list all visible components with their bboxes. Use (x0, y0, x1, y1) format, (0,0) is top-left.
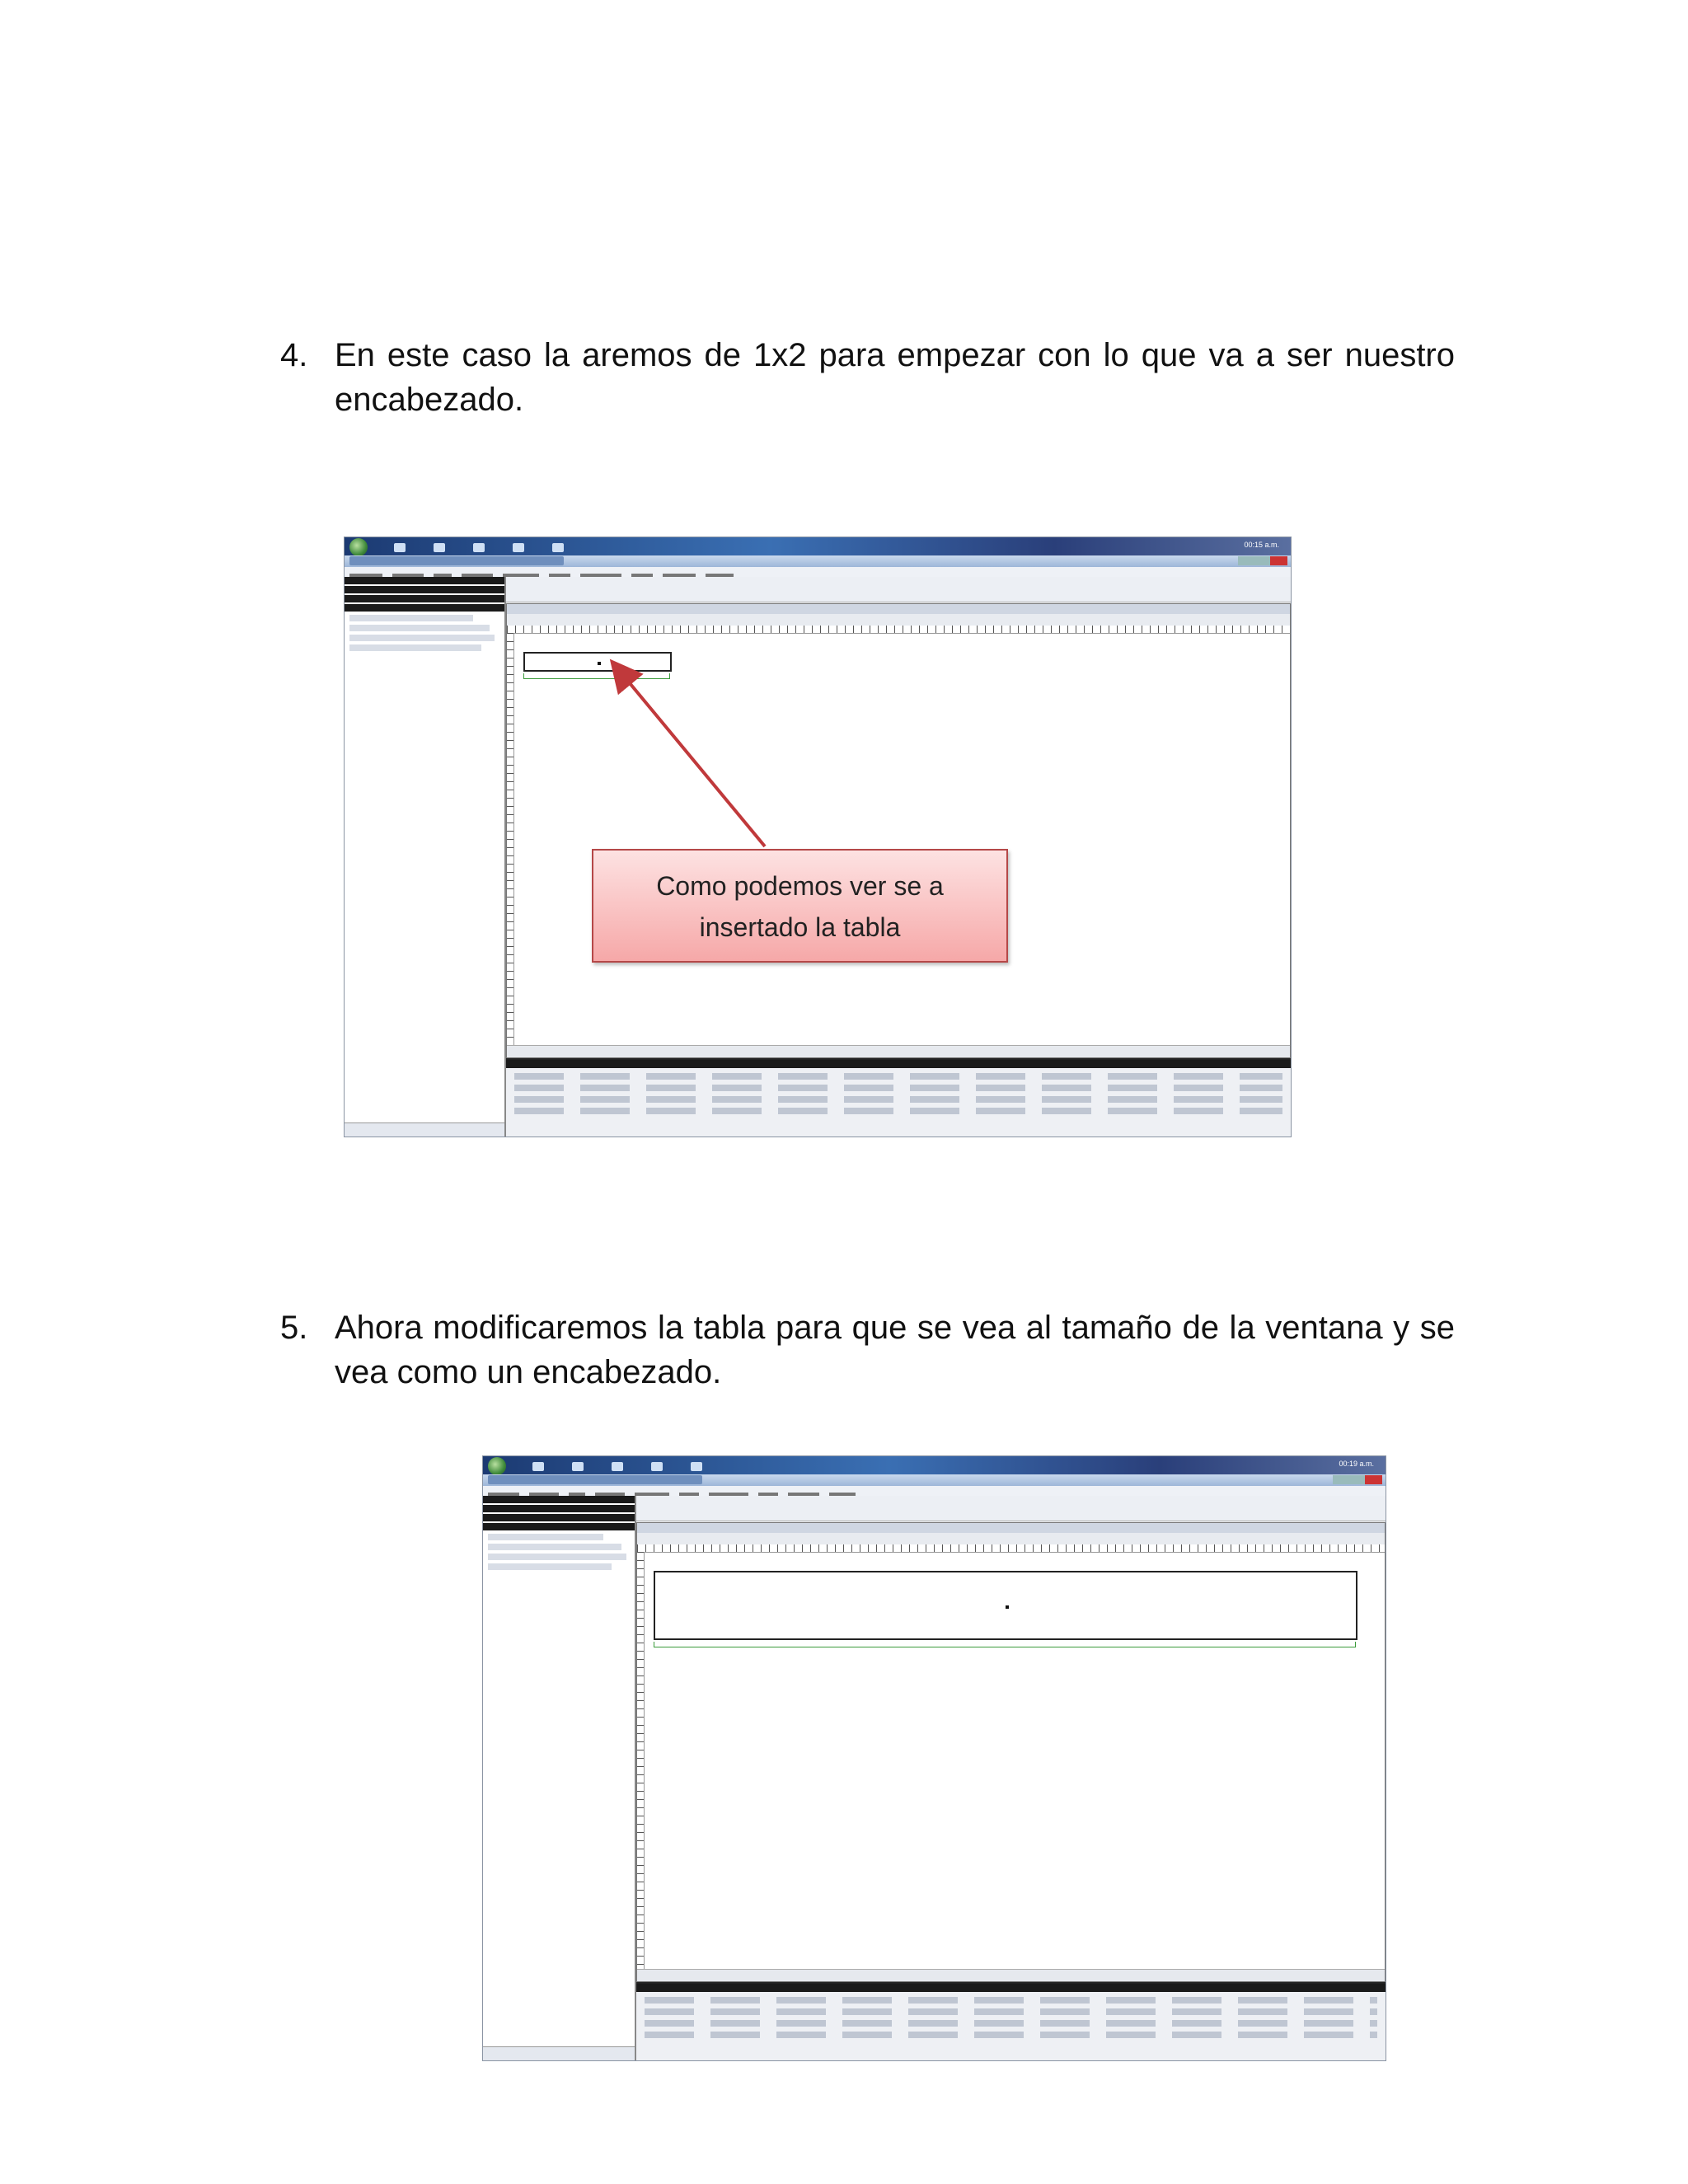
screenshot-1 (344, 537, 1292, 1137)
window-titlebar (345, 555, 1291, 567)
callout-line-2: insertado la tabla (699, 912, 901, 942)
insert-toolbar (636, 1496, 1386, 1521)
step-5-text: Ahora modificaremos la tabla para que se vea al tamaño de la ventana y se vea como un encabezado. (335, 1310, 1455, 1390)
screenshot-2 (482, 1455, 1386, 2061)
step-5 (280, 1305, 1455, 1394)
step-4-text: En este caso la aremos de 1x2 para empezar con lo que va a ser nuestro encabezado. (335, 337, 1455, 418)
callout-box (592, 849, 1008, 963)
properties-panel (636, 1982, 1386, 2060)
left-panel (483, 1496, 636, 2060)
left-panel (345, 577, 506, 1137)
taskbar (483, 1456, 1386, 1474)
resized-table (654, 1571, 1357, 1640)
step-4-number: 4. (280, 337, 308, 373)
clock: 00:15 a.m. (1244, 541, 1279, 549)
start-orb-icon (349, 538, 368, 556)
callout-line-1: Como podemos ver se a (656, 871, 944, 901)
main-area (636, 1496, 1386, 2060)
taskbar-icons (394, 541, 592, 556)
start-orb-icon (488, 1457, 506, 1475)
clock: 00:19 a.m. (1339, 1460, 1374, 1468)
document-window (636, 1522, 1386, 1982)
properties-panel (506, 1058, 1291, 1137)
step-4 (280, 333, 1455, 422)
taskbar (345, 537, 1291, 555)
taskbar-icons (532, 1460, 730, 1475)
window-titlebar (483, 1474, 1386, 1486)
document-window (506, 603, 1291, 1058)
inserted-table (523, 652, 672, 672)
step-5-number: 5. (280, 1310, 308, 1346)
insert-toolbar (506, 577, 1291, 602)
